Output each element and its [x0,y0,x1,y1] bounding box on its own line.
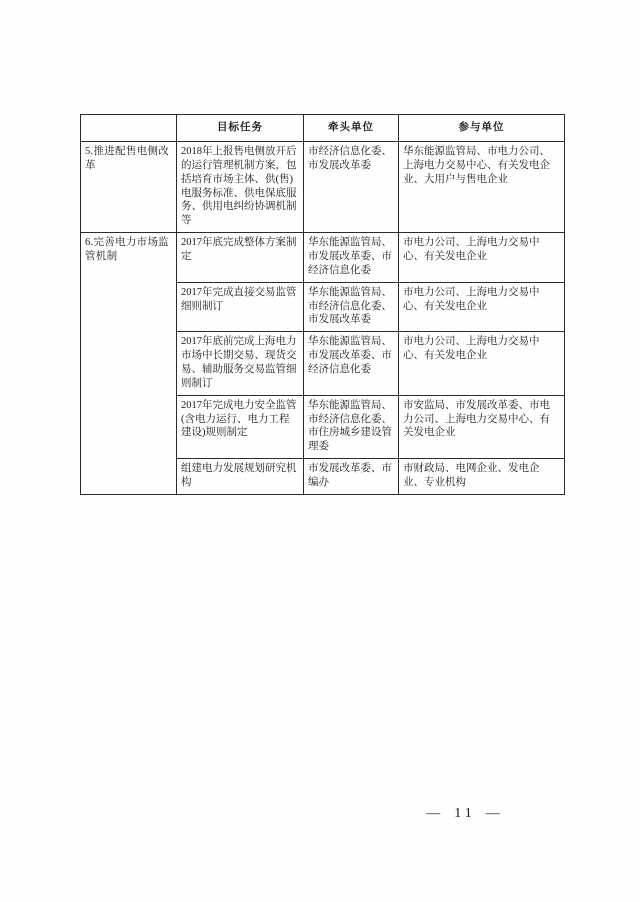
table-row [81,233,565,283]
section-label-6: 6.完善电力市场监管机制 [81,233,177,495]
table-header-task: 目标任务 [177,115,304,142]
task-cell: 组建电力发展规划研究机构 [177,459,304,495]
lead-unit-cell: 华东能源监管局、市发展改革委、市经济信息化委 [304,332,399,395]
table-row [81,142,565,233]
task-cell: 2017年完成直接交易监管细则制订 [177,282,304,332]
participating-unit-cell: 市电力公司、上海电力交易中心、有关发电企业 [399,332,565,395]
page-number-dash-left: — [426,806,445,821]
lead-unit-cell: 市经济信息化委、市发展改革委 [304,142,399,233]
lead-unit-cell: 华东能源监管局、市经济信息化委、市住房城乡建设管理委 [304,395,399,458]
table-header-corner [81,115,177,142]
lead-unit-cell: 华东能源监管局、市发展改革委、市经济信息化委 [304,233,399,283]
table-header-lead-unit: 牵头单位 [304,115,399,142]
task-cell: 2017年底前完成上海电力市场中长期交易、现货交易、辅助服务交易监管细则制订 [177,332,304,395]
page-number-dash-right: — [485,806,504,821]
page-number: 11 [454,806,476,821]
policy-task-table [80,114,565,495]
participating-unit-cell: 市财政局、电网企业、发电企业、专业机构 [399,459,565,495]
participating-unit-cell: 市电力公司、上海电力交易中心、有关发电企业 [399,282,565,332]
task-cell: 2018年上报售电侧放开后的运行管理机制方案，包括培育市场主体、供(售)电服务标准、供电保底服务、供用电纠纷协调机制等 [177,142,304,233]
lead-unit-cell: 市发展改革委、市编办 [304,459,399,495]
table-body [81,142,565,495]
participating-unit-cell: 市安监局、市发展改革委、市电力公司、上海电力交易中心、有关发电企业 [399,395,565,458]
section-label-5: 5.推进配售电侧改革 [81,142,177,233]
table-header-row [81,115,565,142]
lead-unit-cell: 华东能源监管局、市经济信息化委、市发展改革委 [304,282,399,332]
table-header-participating-unit: 参与单位 [399,115,565,142]
participating-unit-cell: 华东能源监管局、市电力公司、上海电力交易中心、有关发电企业、大用户与售电企业 [399,142,565,233]
participating-unit-cell: 市电力公司、上海电力交易中心、有关发电企业 [399,233,565,283]
page-footer [0,806,640,822]
task-cell: 2017年完成电力安全监管(含电力运行、电力工程建设)规则制定 [177,395,304,458]
task-cell: 2017年底完成整体方案制定 [177,233,304,283]
